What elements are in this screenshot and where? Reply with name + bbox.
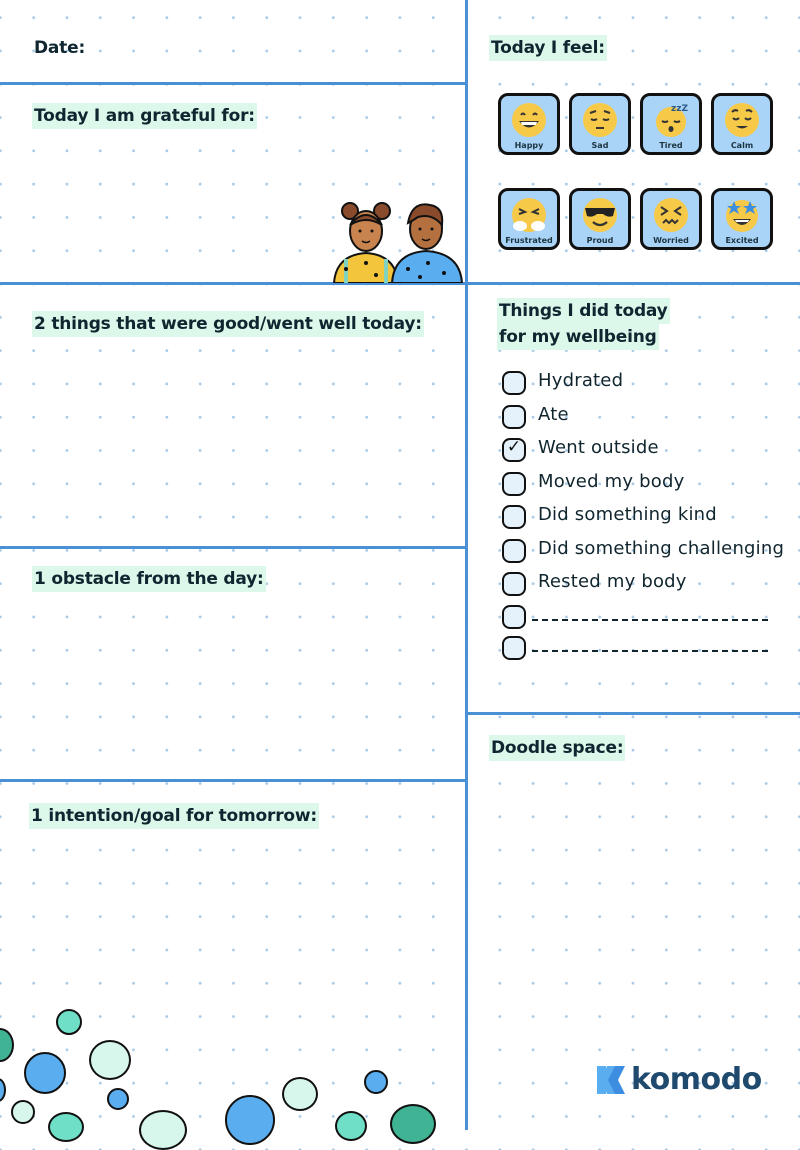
mood-sad[interactable] xyxy=(569,93,631,155)
mood-excited[interactable] xyxy=(711,188,773,250)
mood-worried[interactable] xyxy=(640,188,702,250)
good-things-heading: 2 things that were good/went well today: xyxy=(32,311,424,337)
mood-frustrated[interactable] xyxy=(498,188,560,250)
mood-label: Calm xyxy=(730,141,754,150)
smiley-bubble-icon xyxy=(335,1111,367,1141)
mood-label: Excited xyxy=(725,236,759,245)
checklist-label: Ate xyxy=(538,403,569,425)
divider-good-things xyxy=(0,546,466,549)
relieved-face-icon xyxy=(724,102,760,138)
checklist-label: Did something challenging xyxy=(538,537,785,559)
doodle-heading: Doodle space: xyxy=(489,735,625,761)
smiley-bubble-icon xyxy=(139,1110,187,1150)
checklist-label: Moved my body xyxy=(538,470,685,492)
smiley-bubble-icon xyxy=(11,1100,35,1124)
blank-write-in-line[interactable] xyxy=(532,650,768,652)
smiley-bubble-icon xyxy=(107,1088,129,1110)
checklist-label: Hydrated xyxy=(538,370,624,391)
vertical-divider xyxy=(465,0,468,1130)
mood-happy[interactable] xyxy=(498,93,560,155)
checkbox[interactable] xyxy=(502,472,526,496)
checklist-label: Went outside xyxy=(538,437,659,458)
mood-label: Sad xyxy=(591,141,609,150)
smiley-bubble-icon xyxy=(364,1070,388,1094)
mood-label: Frustrated xyxy=(505,236,553,245)
checkbox[interactable] xyxy=(502,605,526,629)
smiley-bubble-icon xyxy=(225,1095,275,1145)
grinning-face-icon xyxy=(511,102,547,138)
checkbox[interactable] xyxy=(502,539,526,563)
divider-wellbeing xyxy=(466,712,800,715)
checkbox[interactable] xyxy=(502,371,526,395)
smiley-bubble-icon xyxy=(390,1104,436,1144)
smiley-bubble-icon xyxy=(56,1009,82,1035)
mood-label: Tired xyxy=(659,141,683,150)
svg-text:zzZ: zzZ xyxy=(671,104,689,114)
divider-date xyxy=(0,82,466,85)
mood-calm[interactable] xyxy=(711,93,773,155)
kids-illustration xyxy=(332,193,464,283)
mood-label: Happy xyxy=(514,141,544,150)
feel-heading: Today I feel: xyxy=(489,35,607,61)
smiley-bubble-icon xyxy=(48,1112,84,1142)
date-label: Date: xyxy=(34,38,86,58)
smiley-bubble-icon xyxy=(282,1077,318,1111)
pensive-face-icon xyxy=(582,102,618,138)
confounded-face-icon xyxy=(653,197,689,233)
mood-label: Worried xyxy=(653,236,689,245)
smiley-bubble-icon xyxy=(89,1040,131,1080)
steam-face-icon xyxy=(511,197,547,233)
star-struck-face-icon xyxy=(724,197,760,233)
smiley-bubble-icon xyxy=(0,1028,14,1062)
checklist-label: Rested my body xyxy=(538,571,687,592)
wellbeing-heading-line2: for my wellbeing xyxy=(497,324,659,350)
intention-heading: 1 intention/goal for tomorrow: xyxy=(29,803,319,829)
mood-proud[interactable] xyxy=(569,188,631,250)
brand-name: komodo xyxy=(631,1062,762,1097)
komodo-logo xyxy=(597,1062,762,1098)
grateful-heading: Today I am grateful for: xyxy=(32,103,257,129)
checklist-label: Did something kind xyxy=(538,504,717,525)
checkbox[interactable] xyxy=(502,405,526,429)
sunglasses-face-icon xyxy=(582,197,618,233)
checkbox[interactable] xyxy=(502,505,526,529)
checkbox[interactable] xyxy=(502,572,526,596)
mood-label: Proud xyxy=(586,236,614,245)
checkbox[interactable] xyxy=(502,636,526,660)
komodo-k-icon xyxy=(597,1066,625,1094)
smiley-bubble-icon xyxy=(24,1052,66,1094)
wellbeing-heading-line1: Things I did today xyxy=(497,298,670,324)
mood-grid xyxy=(498,93,778,253)
mood-tired[interactable] xyxy=(640,93,702,155)
smiley-bubble-icon xyxy=(0,1078,6,1102)
obstacle-heading: 1 obstacle from the day: xyxy=(32,566,266,592)
blank-write-in-line[interactable] xyxy=(532,619,768,621)
divider-obstacle xyxy=(0,779,466,782)
checkbox-checked[interactable] xyxy=(502,438,526,462)
sleeping-face-icon xyxy=(653,102,689,138)
check-mark-icon: ✓ xyxy=(506,437,522,457)
